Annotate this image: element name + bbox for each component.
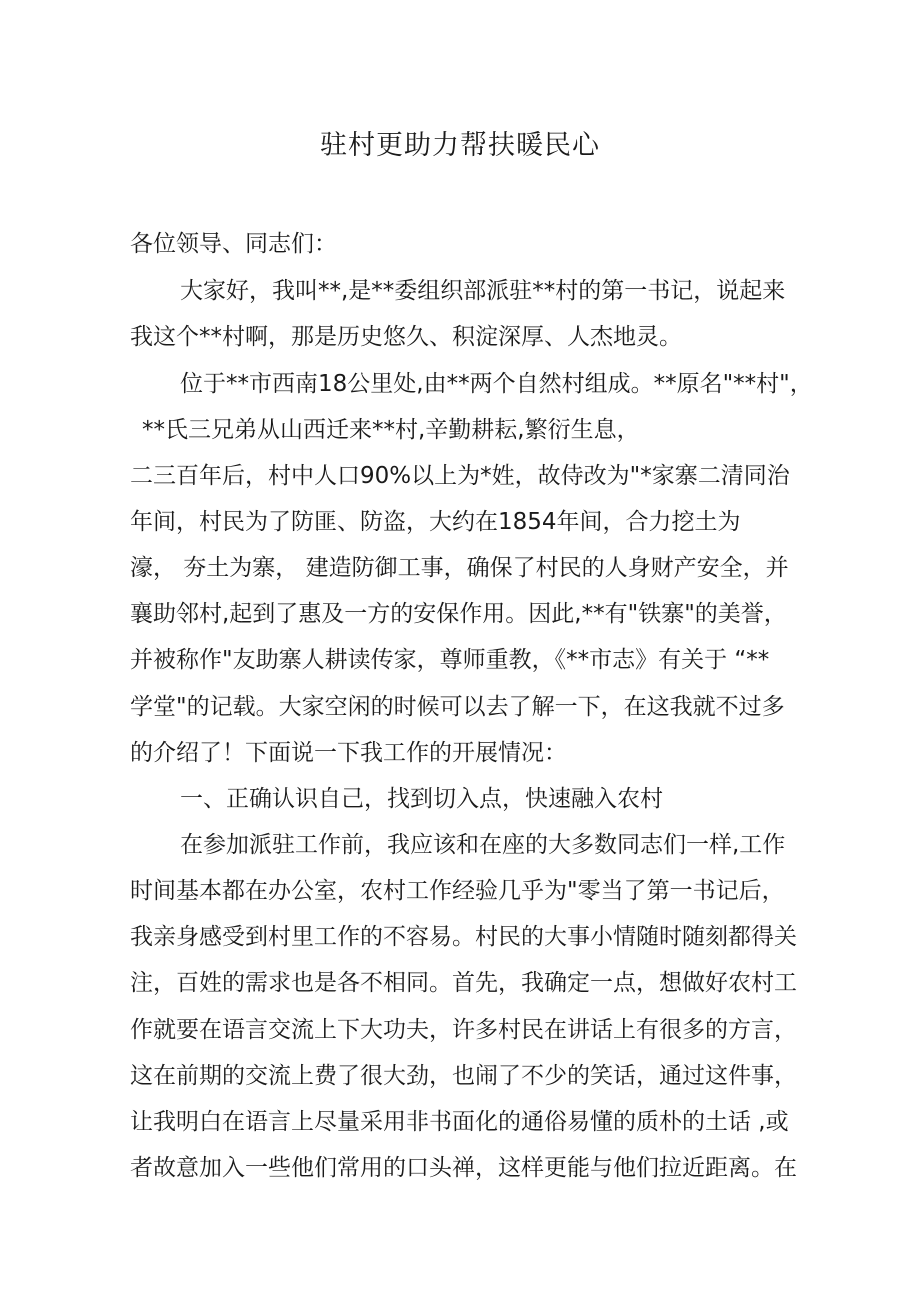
- text-line: 并被称作"友助寨人耕读传家，尊师重教，《**市志》有关于 “**: [130, 647, 770, 673]
- text-line: 学堂"的记载。大家空闲的时候可以去了解一下，在这我就不过多: [130, 694, 785, 720]
- text-line: 二三百年后，村中人口90%以上为*姓，故侍改为"*家寨二清同治: [130, 463, 790, 489]
- salutation: 各位领导、同志们：: [130, 231, 337, 257]
- text-line: 位于**市西南18公里处,由**两个自然村组成。**原名"**村"，: [180, 371, 813, 397]
- text-line: 让我明白在语言上尽量采用非书面化的通俗易懂的质朴的土话 ,或: [130, 1109, 789, 1135]
- text-line: 濠， 夯土为寨， 建造防御工事，确保了村民的人身财产安全，并: [130, 555, 789, 581]
- text-line: 的介绍了！下面说一下我工作的开展情况：: [130, 740, 567, 766]
- text-line: 作就要在语言交流上下大功夫，许多村民在讲话上有很多的方言，: [130, 1017, 797, 1043]
- text-line: 者故意加入一些他们常用的口头禅，这样更能与他们拉近距离。在: [130, 1155, 797, 1181]
- text-line: 大家好，我叫**,是**委组织部派驻**村的第一书记，说起来: [180, 278, 786, 304]
- section-heading: 一、正确认识自己，找到切入点，快速融入农村: [180, 786, 663, 812]
- text-line: **氏三兄弟从山西迁来**村,辛勤耕耘,繁衍生息，: [142, 417, 640, 443]
- text-line: 我这个**村啊，那是历史悠久、积淀深厚、人杰地灵。: [130, 324, 682, 350]
- text-line: 这在前期的交流上费了很大劲，也闹了不少的笑话，通过这件事，: [130, 1063, 797, 1089]
- text-line: 时间基本都在办公室，农村工作经验几乎为"零当了第一书记后，: [130, 878, 785, 904]
- text-line: 我亲身感受到村里工作的不容易。村民的大事小情随时随刻都得关: [130, 924, 797, 950]
- text-line: 注，百姓的需求也是各不相同。首先，我确定一点，想做好农村工: [130, 970, 797, 996]
- document-title: 驻村更助力帮扶暖民心: [320, 130, 600, 161]
- text-line: 襄助邻村,起到了惠及一方的安保作用。因此,**有"铁寨"的美誉，: [130, 601, 787, 627]
- text-line: 在参加派驻工作前，我应该和在座的大多数同志们一样,工作: [180, 832, 786, 858]
- text-line: 年间，村民为了防匪、防盗，大约在1854年间，合力挖土为: [130, 509, 741, 535]
